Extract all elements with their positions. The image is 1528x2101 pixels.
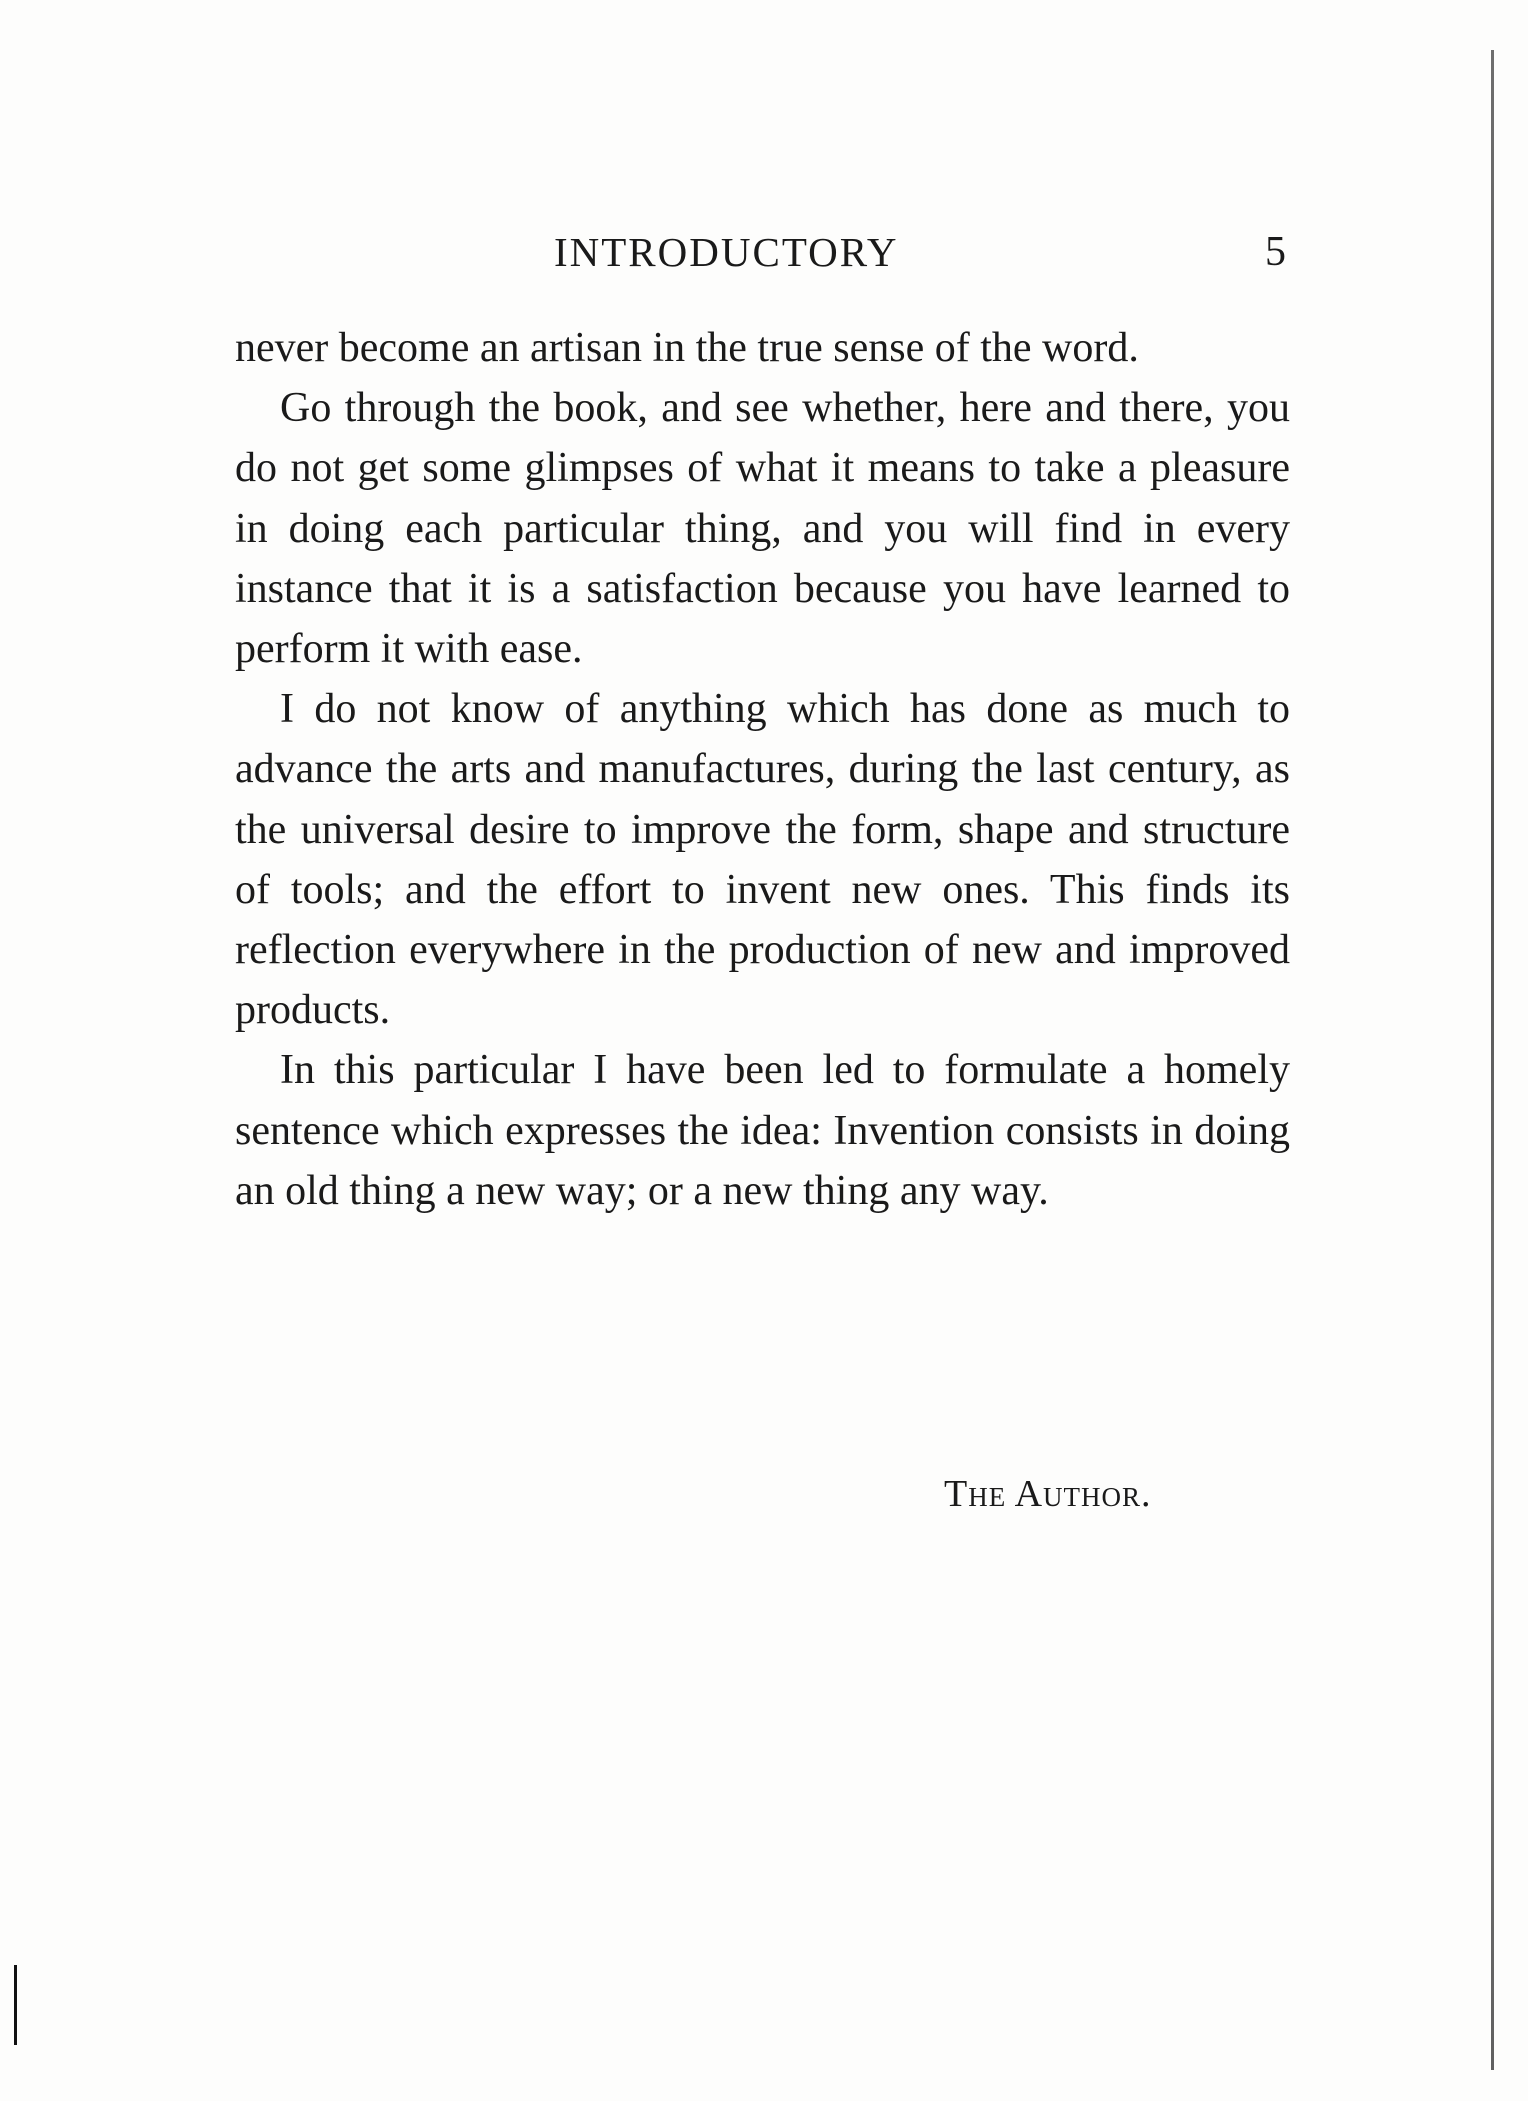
page-edge-line <box>1491 50 1494 2070</box>
author-signature: The Author. <box>944 1473 1152 1515</box>
running-head-title: INTRODUCTORY <box>554 229 899 275</box>
paragraph-continued: never become an artisan in the true sense of the word. <box>235 325 1139 371</box>
running-head <box>0 228 1528 288</box>
page-number: 5 <box>1265 229 1286 275</box>
body-text <box>235 318 1290 1221</box>
paragraph: I do not know of anything which has done as much to advance the arts and manufactures, during the last century, as the universal desire to improve the form, shape and structure of tools; and the effort to invent new ones. This finds its reflection everywhere in the production of new and improved products. <box>235 686 1290 1034</box>
paragraph: Go through the book, and see whether, here and there, you do not get some glimpses of what it means to take a pleasure in doing each particular thing, and you will find in every instance that it is a satisfaction because you have learned to perform it with ease. <box>235 385 1290 673</box>
scan-edge-mark <box>14 1965 17 2045</box>
paragraph: In this particular I have been led to formulate a homely sentence which expresses the idea: Invention consists in doing an old thing a new way; or a new thing any way. <box>235 1047 1290 1214</box>
